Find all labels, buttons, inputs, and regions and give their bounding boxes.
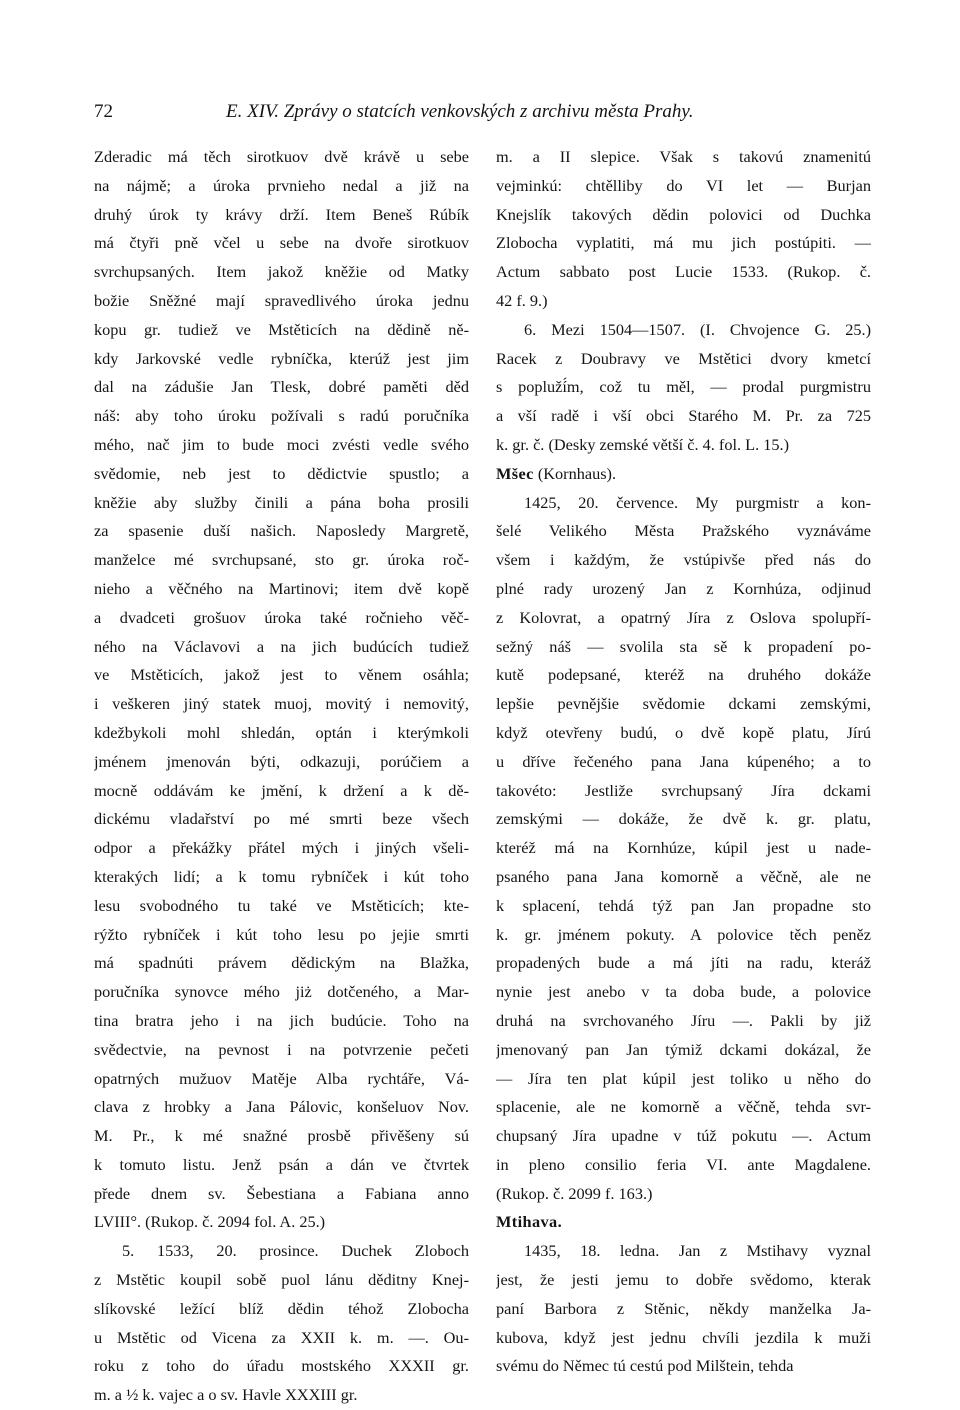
text-line: (Rukop. č. 2099 f. 163.) [496, 1183, 653, 1203]
text-line: takovéto: Jestliže svrchupsaný Jíra dckami [496, 780, 871, 800]
text-line: k. gr. jménem pokuty. A polovice těch peněz [496, 924, 871, 944]
text-line: když otevřeny budú, o dvě kopě platu, Jírú [496, 722, 871, 742]
text-line: m. a ½ k. vajec a o sv. Havle XXXIII gr. [94, 1385, 358, 1405]
text-line: u Mstětic od Vicena za XXII k. m. —. Ou- [94, 1327, 469, 1347]
text-line: svrchupsaných. Item jakož kněžie od Matky [94, 262, 469, 282]
text-line: z Kolovrat, a opatrný Jíra z Oslova spolupří- [496, 607, 871, 627]
page-number: 72 [94, 101, 113, 122]
text-line: i veškeren jiný statek muoj, movitý i nemovitý, [94, 694, 469, 714]
text-line: svědectvie, na pevnost i na potvrzenie pečeti [94, 1039, 469, 1059]
text-line: dal na zádušie Jan Tlesk, dobré paměti děd [94, 377, 469, 397]
text-line: k splacení, tehdá týž pan Jan propadne sto [496, 895, 871, 915]
text-line: druhá na svrchovaného Jíru —. Pakli by již [496, 1010, 871, 1030]
text-line: chupsaný Jíra upadne v túž pokutu —. Actum [496, 1126, 871, 1146]
text-line: opatrných mužuov Matěje Alba rychtáře, Vá- [94, 1068, 469, 1088]
text-line: manželce mé svrchupsané, sto gr. úroka roč- [94, 550, 469, 570]
text-line: LVIII°. (Rukop. č. 2094 fol. A. 25.) [94, 1212, 326, 1232]
text-line: jmenovaný pan Jan týmiž dckami dokázal, že [496, 1039, 871, 1059]
text-line: kteréž má na Kornhúze, kúpil jest u nade- [496, 838, 871, 858]
text-line: kubova, když jest jednu chvíli jezdila k muži [496, 1327, 871, 1347]
text-line: všem i každým, že vstúpivše před nás do [496, 550, 871, 570]
text-line: svému do Němec tú cestú pod Milštein, tehda [496, 1356, 794, 1376]
text-line: zemskými — dokáže, že dvě k. gr. platu, [496, 809, 871, 829]
text-line: u dříve řečeného pana Jana kúpeného; a to [496, 751, 871, 771]
section-heading: Mtihava. [496, 1212, 563, 1232]
text-line: druhý úrok ty krávy drží. Item Beneš Rúbík [94, 204, 469, 224]
text-line: roku z toho do úřadu mostského XXXII gr. [94, 1356, 469, 1376]
page-header [94, 101, 870, 127]
text-line: 1425, 20. července. My purgmistr a kon- [524, 492, 871, 512]
text-line: Zderadic má těch sirotkuov dvě krávě u sebe [94, 147, 469, 166]
text-line: na nájmě; a úroka prvnieho nedal a již na [94, 175, 469, 195]
text-line: lesu svobodného tu také ve Mstěticích; kte- [94, 895, 469, 915]
text-line: clava z hrobky a Jana Pálovic, konšeluov Nov. [94, 1097, 469, 1117]
text-line: m. a II slepice. Však s takovú znamenitú [496, 147, 871, 166]
text-line: šelé Velikého Města Pražského vyznáváme [496, 521, 871, 541]
text-line: nieho a věčného na Martinovi; item dvě kopě [94, 578, 469, 598]
text-line: 5. 1533, 20. prosince. Duchek Zloboch [122, 1241, 469, 1261]
text-line: dickému vladařství po mé smrti beze všech [94, 809, 469, 829]
text-line: poručníka synovce mého jiż dotčeného, a Mar- [94, 982, 469, 1002]
text-line: slíkovské ležící blíž dědin téhož Zlobocha [94, 1298, 469, 1318]
text-line: sežný náš — svolila sta sě k propadení po- [496, 636, 871, 656]
text-line: kutě podepsané, kteréž na druhého dokáže [496, 665, 871, 685]
text-line: mého, nač jim to bude moci zvésti vedle svého [94, 434, 469, 454]
text-line: lepšie pevnějšie svědomie dckami zemskými, [496, 694, 871, 714]
text-line: Racek z Doubravy ve Mstětici dvory kmetcí [496, 348, 871, 368]
text-line: psaného pana Jana komorně a věčně, ale ne [496, 866, 871, 886]
text-line: má spadnúti právem dědickým na Blažka, [94, 953, 469, 973]
text-line: přede dnem sv. Šebestiana a Fabiana anno [94, 1183, 469, 1203]
running-title: E. XIV. Zprávy o statcích venkovských z archivu města Prahy. [226, 101, 694, 122]
text-line: s popluží́m, což tu měl, — prodal purgmistru [496, 377, 871, 397]
text-line: Actum sabbato post Lucie 1533. (Rukop. č. [496, 262, 871, 282]
text-line: 42 f. 9.) [496, 290, 548, 310]
text-line: jest, že jesti jemu to dobře svědomo, kterak [496, 1270, 871, 1290]
text-line: 1435, 18. ledna. Jan z Mstihavy vyznal [524, 1241, 871, 1261]
text-line: splacenie, ale ne komorně a věčně, tehda svr- [496, 1097, 871, 1117]
left-column [94, 143, 469, 1410]
text-line: kdežbykoli mohl shledán, optán i kterýmkoli [94, 722, 469, 742]
text-line: za spasenie duší našich. Naposledy Margretě, [94, 521, 469, 541]
text-line: k tomuto listu. Jenž psán a dán ve čtvrtek [94, 1154, 469, 1174]
text-line: propadených bude a má jíti na radu, kteráž [496, 953, 871, 973]
text-line: — Jíra ten plat kúpil jest toliko u něho do [496, 1068, 871, 1088]
text-line: má čtyři pně včel u sebe na dvoře sirotkuov [94, 233, 469, 253]
text-line: božie Sněžné mají spravedlivého úroka jednu [94, 290, 469, 310]
text-line: plné rady urozený Jan z Kornhúza, odjinud [496, 578, 871, 598]
text-line: 6. Mezi 1504—1507. (I. Chvojence G. 25.) [524, 319, 871, 339]
text-line: tina bratra jeho i na jich budúcie. Toho na [94, 1010, 469, 1030]
text-line: kterakých lidí; a k tomu rybníček i kút toho [94, 866, 469, 886]
text-line: in pleno consilio feria VI. ante Magdalene. [496, 1154, 871, 1174]
text-line: rýžto rybníček i kút toho lesu po jejie smrti [94, 924, 469, 944]
text-line: Knejslík takových dědin polovici od Duchka [496, 204, 871, 224]
text-line: z Mstětic koupil sobě puol lánu děditny Knej- [94, 1270, 469, 1290]
text-line: odpor a překážky přátel mých i jiných všeli- [94, 838, 469, 858]
text-line: nynie jest anebo v ta doba bude, a polovice [496, 982, 871, 1002]
text-line: vejminkú: chtělliby do VI let — Burjan [496, 175, 871, 195]
text-line: Zlobocha vyplatiti, má mu jich postúpiti. — [496, 233, 871, 253]
text-line: a dvadceti grošuov úroka také ročnieho věč- [94, 607, 469, 627]
text-line: náš: aby toho úroku požívali s radú poručníka [94, 406, 469, 426]
text-line: ného na Václavovi a na jich budúcích tudiež [94, 636, 469, 656]
text-line: ve Mstěticích, jakož jest to věnem osáhla; [94, 665, 469, 685]
text-line: mocně oddávám ke jmění, k držení a k dě- [94, 780, 469, 800]
text-line: a vší radě i vší obci Starého M. Pr. za 725 [496, 406, 871, 426]
text-line: kopu gr. tudiež ve Mstěticích na dědině ně- [94, 319, 469, 339]
right-column [496, 143, 871, 1381]
text-line: kněžie aby služby činili a pána boha prosili [94, 492, 469, 512]
text-line: kdy Jarkovské vedle rybníčka, kterúž jest jim [94, 348, 469, 368]
text-line: paní Barbora z Stěnic, někdy manželka Ja- [496, 1298, 871, 1318]
text-line: k. gr. č. (Desky zemské větší č. 4. fol. L. 15.) [496, 434, 789, 454]
text-line: M. Pr., k mé snažné prosbě přivěšeny sú [94, 1126, 469, 1146]
section-heading: Mšec (Kornhaus). [496, 463, 617, 483]
text-line: jménem jmenován býti, odkazuji, porúčiem a [94, 751, 469, 771]
text-line: svědomie, neb jest to dědictvie spustlo; a [94, 463, 469, 483]
